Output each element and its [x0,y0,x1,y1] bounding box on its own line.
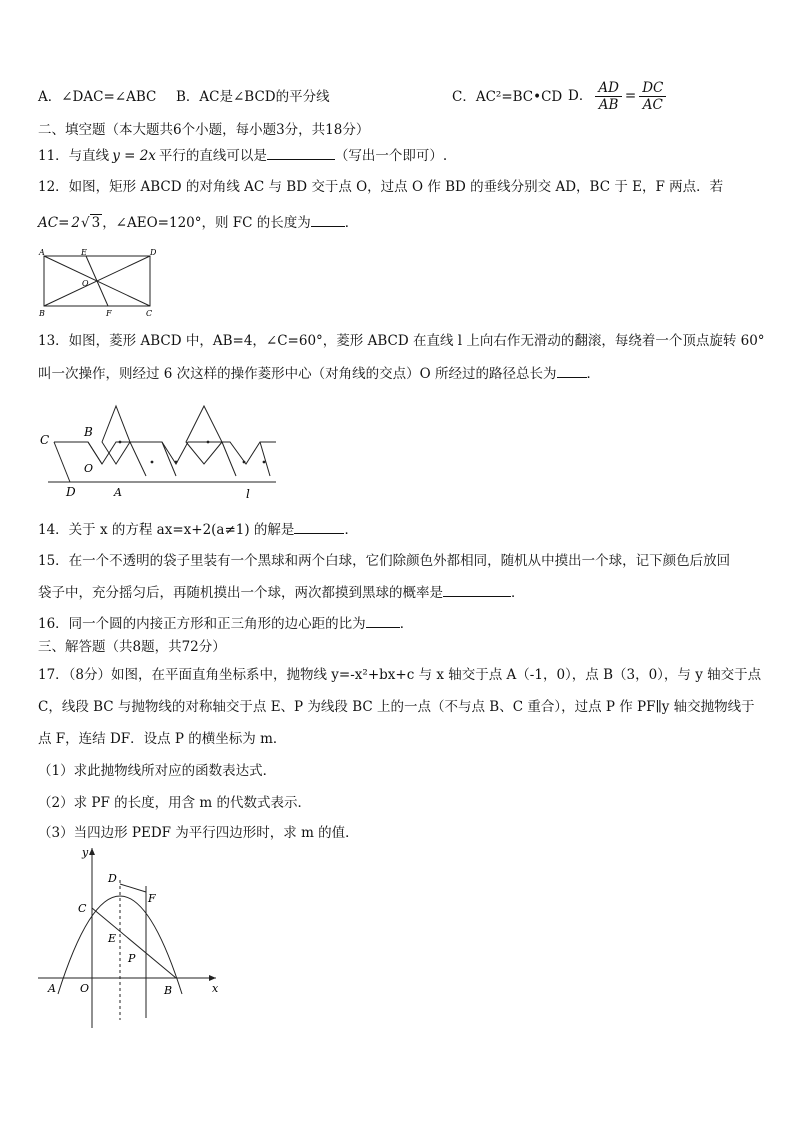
left-edge [54,442,70,482]
section-3-heading: 三、解答题（共8题，共72分） [38,639,226,655]
question-17-part-3: （3）当四边形 PEDF 为平行四边形时，求 m 的值． [38,825,359,841]
q15-answer-blank [443,583,511,597]
question-17-line-2: C，线段 BC 与抛物线的对称轴交于点 E、P 为线段 BC 上的一点（不与点 B、C 重合），过点 P 作 PF∥y 轴交抛物线于 [38,699,755,715]
question-11: 11．与直线 y = 2x 平行的直线可以是 （写出一个即可）. [38,148,448,164]
label-d: D [108,872,117,885]
label-a: A [114,486,122,499]
y-axis-arrow-icon [89,848,95,855]
center-dot [243,461,246,464]
label-o: O [80,982,90,995]
rhombus-2 [186,406,222,464]
label-o: O [82,279,89,288]
label-c: C [40,433,50,447]
question-12-line-2: AC= 2√ 3 ，∠AEO=120°，则 FC 的长度为 ． [38,215,359,231]
edge-a [88,442,102,464]
q10-option-c: C．AC²=BC•CD [452,89,563,105]
question-17-line-1: 17．（8分）如图，在平面直角坐标系中，抛物线 y=-x²+bx+c 与 x 轴交于点 A（-1，0），点 B（3，0），与 y 轴交于点 [38,667,762,683]
question-13-line-1: 13．如图，菱形 ABCD 中，AB=4，∠C=60°，菱形 ABCD 在直线 l 上向右作无滑动的翻滚，每绕着一个顶点旋转 60° [38,333,765,349]
q17-figure-parabola [36,842,226,1032]
center-dot [119,441,122,444]
label-o: O [84,462,94,475]
label-b: B [164,984,173,997]
question-17-line-3: 点 F，连结 DF．设点 P 的横坐标为 m． [38,731,287,747]
label-y: y [82,846,89,859]
center-dot [175,461,178,464]
top-edge [54,442,276,464]
label-c: C [146,309,153,318]
q11-answer-blank [267,146,335,160]
label-a: A [48,982,56,995]
question-17-part-1: （1）求此抛物线所对应的函数表达式． [38,763,277,779]
label-e: E [108,932,117,945]
label-b: B [39,309,45,318]
label-x: x [212,982,219,995]
label-f: F [148,892,156,905]
label-b: B [84,425,93,439]
question-15-line-2: 袋子中，充分摇匀后，再随机摸出一个球，两次都摸到黑球的概率是 ． [38,585,525,601]
label-f: F [106,309,112,318]
segment-df [120,884,146,892]
question-13-line-2: 叫一次操作，则经过 6 次这样的操作菱形中心（对角线的交点）O 所经过的路径总长为 ． [38,366,601,382]
q10-option-c-wrap [452,88,562,106]
q10-option-b-wrap [176,88,330,106]
sqrt-icon: √ [80,215,90,231]
question-14: 14．关于 x 的方程 ax=x+2(a≠1) 的解是 ． [38,522,358,538]
q10-fraction-left: $\frac{AD}{AB}$ [595,80,622,113]
question-17-part-2: （2）求 PF 的长度，用含 m 的代数式表示． [38,795,312,811]
label-a: A [39,248,45,257]
q12-answer-blank [311,213,345,227]
question-12-line-1: 12．如图，矩形 ABCD 的对角线 AC 与 BD 交于点 O，过点 O 作 BD 的垂线分别交 AD，BC 于 E，F 两点．若 [38,179,724,195]
q11-expression: y = 2x [112,148,156,164]
q10-fraction-right: $\frac{DC}{AC}$ [639,80,666,113]
edge-e [260,442,270,476]
label-e: E [81,248,87,257]
q10-option-a: A．∠DAC=∠ABC [38,89,157,105]
label-c: C [78,902,87,915]
q13-figure-rolling-rhombus [36,396,280,504]
line-ef [86,256,108,306]
q14-answer-blank [294,520,344,534]
label-d: D [150,248,157,257]
question-15-line-1: 15．在一个不透明的袋子里装有一个黑球和两个白球，它们除颜色外都相同，随机从中摸出一个球，记下颜色后放回 [38,553,731,569]
center-dot [263,461,266,464]
label-p: P [128,952,136,965]
edge-b [130,442,146,476]
label-l: l [246,487,250,501]
x-axis-arrow-icon [209,975,216,981]
question-16: 16．同一个圆的内接正方形和正三角形的边心距的比为 ． [38,616,414,632]
q13-answer-blank [557,364,587,378]
rhombus-1 [102,406,130,464]
section-2-heading: 二、填空题（本大题共6个小题，每小题3分，共18分） [38,122,370,138]
edge-c [162,442,176,476]
q10-option-b: B．AC是∠BCD的平分线 [176,89,330,105]
center-dot [151,461,154,464]
q12-figure-rectangle [36,246,158,318]
label-d: D [66,485,76,499]
q16-answer-blank [366,614,400,628]
q10-options [38,88,156,106]
q10-option-d: D． $\frac{AD}{AB}$ = $\frac{DC}{AC}$ [568,78,669,114]
center-dot [207,441,210,444]
